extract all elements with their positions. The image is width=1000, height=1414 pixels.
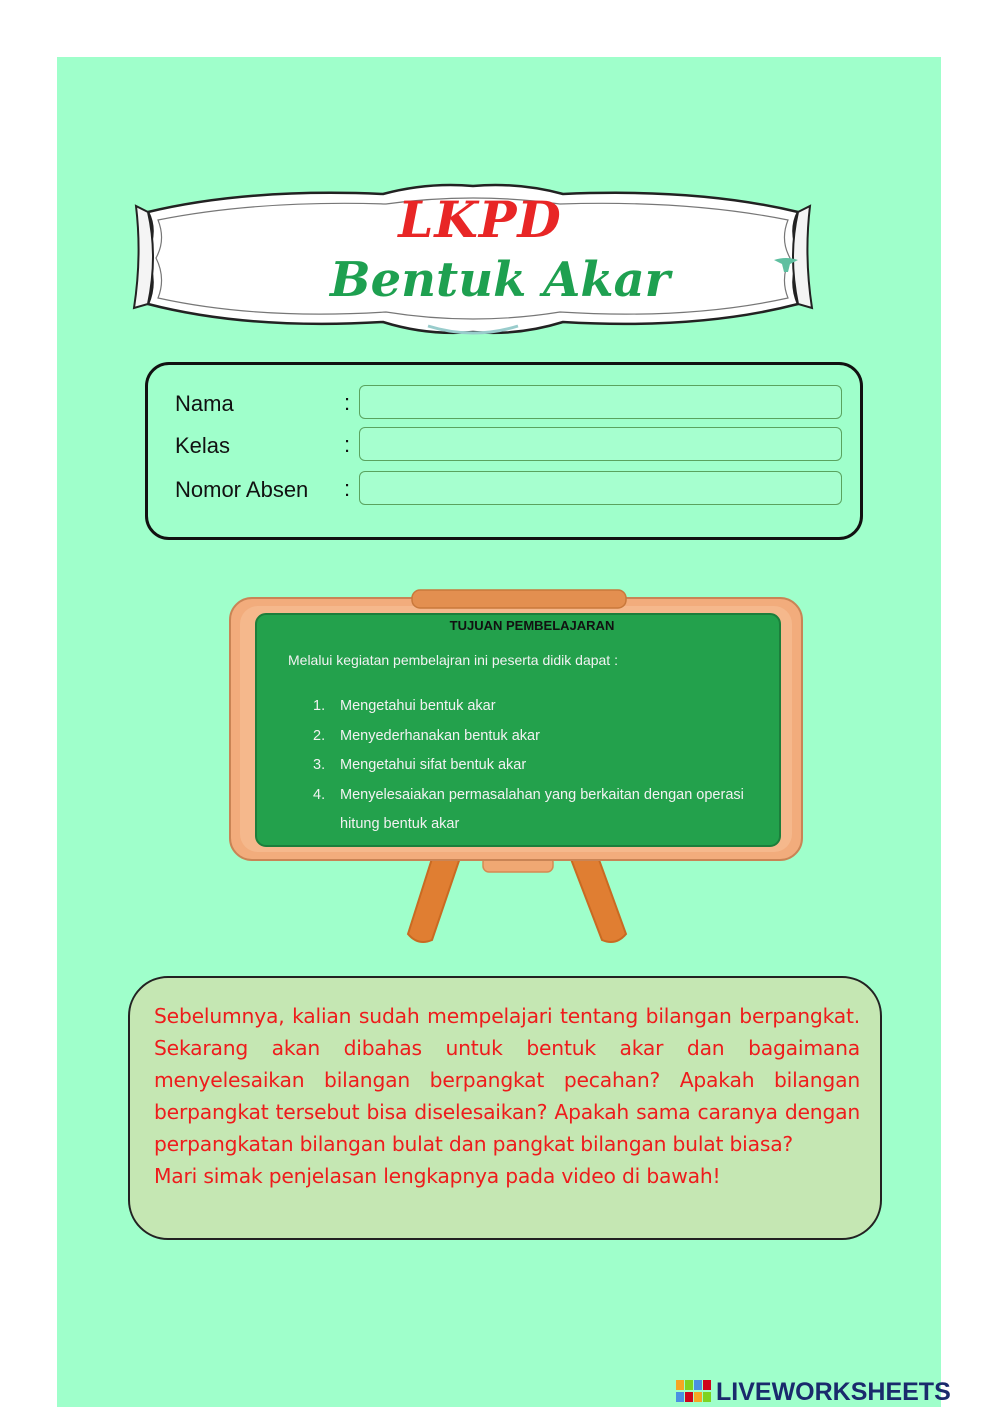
liveworksheets-logo-icon (676, 1380, 712, 1402)
page-subtitle: Bentuk Akar (330, 252, 670, 308)
page-title: LKPD (398, 190, 562, 249)
list-item: 1. Mengetahui bentuk akar (313, 698, 496, 714)
name-label: Nama (175, 391, 234, 416)
decoration-icon (772, 256, 800, 276)
class-input[interactable] (359, 427, 842, 461)
list-item: 4. Menyelesaiakan permasalahan yang berkaitan dengan operasi hitung bentuk akar (313, 786, 744, 832)
name-colon: : (344, 390, 351, 415)
absence-number-label: Nomor Absen (175, 477, 309, 502)
intro-info-box (128, 976, 882, 1240)
video-call-to-action: Mari simak penjelasan lengkapnya pada video di bawah! (154, 1164, 721, 1188)
absence-number-colon: : (344, 476, 351, 501)
intro-text (154, 1000, 860, 1192)
name-input[interactable] (359, 385, 842, 419)
student-identity-box (145, 362, 863, 540)
objectives-list (313, 692, 753, 840)
objectives-heading: TUJUAN PEMBELAJARAN (449, 618, 615, 633)
list-item: 3. Mengetahui sifat bentuk akar (313, 757, 527, 773)
objectives-intro: Melalui kegiatan pembelajran ini peserta didik dapat : (288, 652, 618, 668)
intro-paragraph: Sebelumnya, kalian sudah mempelajari tentang bilangan berpangkat. Sekarang akan dibahas untuk bentuk akar dan bagaimana menyelesaikan bilangan berpangkat pecahan? Apakah bilangan berpangkat tersebut bisa diselesaikan? Apakah sama caranya dengan perpangkatan bilangan bulat dan pangkat bilangan bulat biasa? (154, 1004, 860, 1156)
class-row (148, 427, 860, 463)
absence-number-input[interactable] (359, 471, 842, 505)
class-colon: : (344, 432, 351, 457)
footer-brand-text: LIVEWORKSHEETS (716, 1378, 951, 1406)
footer-brand[interactable] (676, 1376, 996, 1406)
learning-objectives (258, 614, 778, 844)
list-item: 2. Menyederhanakan bentuk akar (313, 727, 540, 744)
absence-number-row (148, 471, 860, 507)
class-label: Kelas (175, 433, 231, 458)
name-row (148, 385, 860, 421)
